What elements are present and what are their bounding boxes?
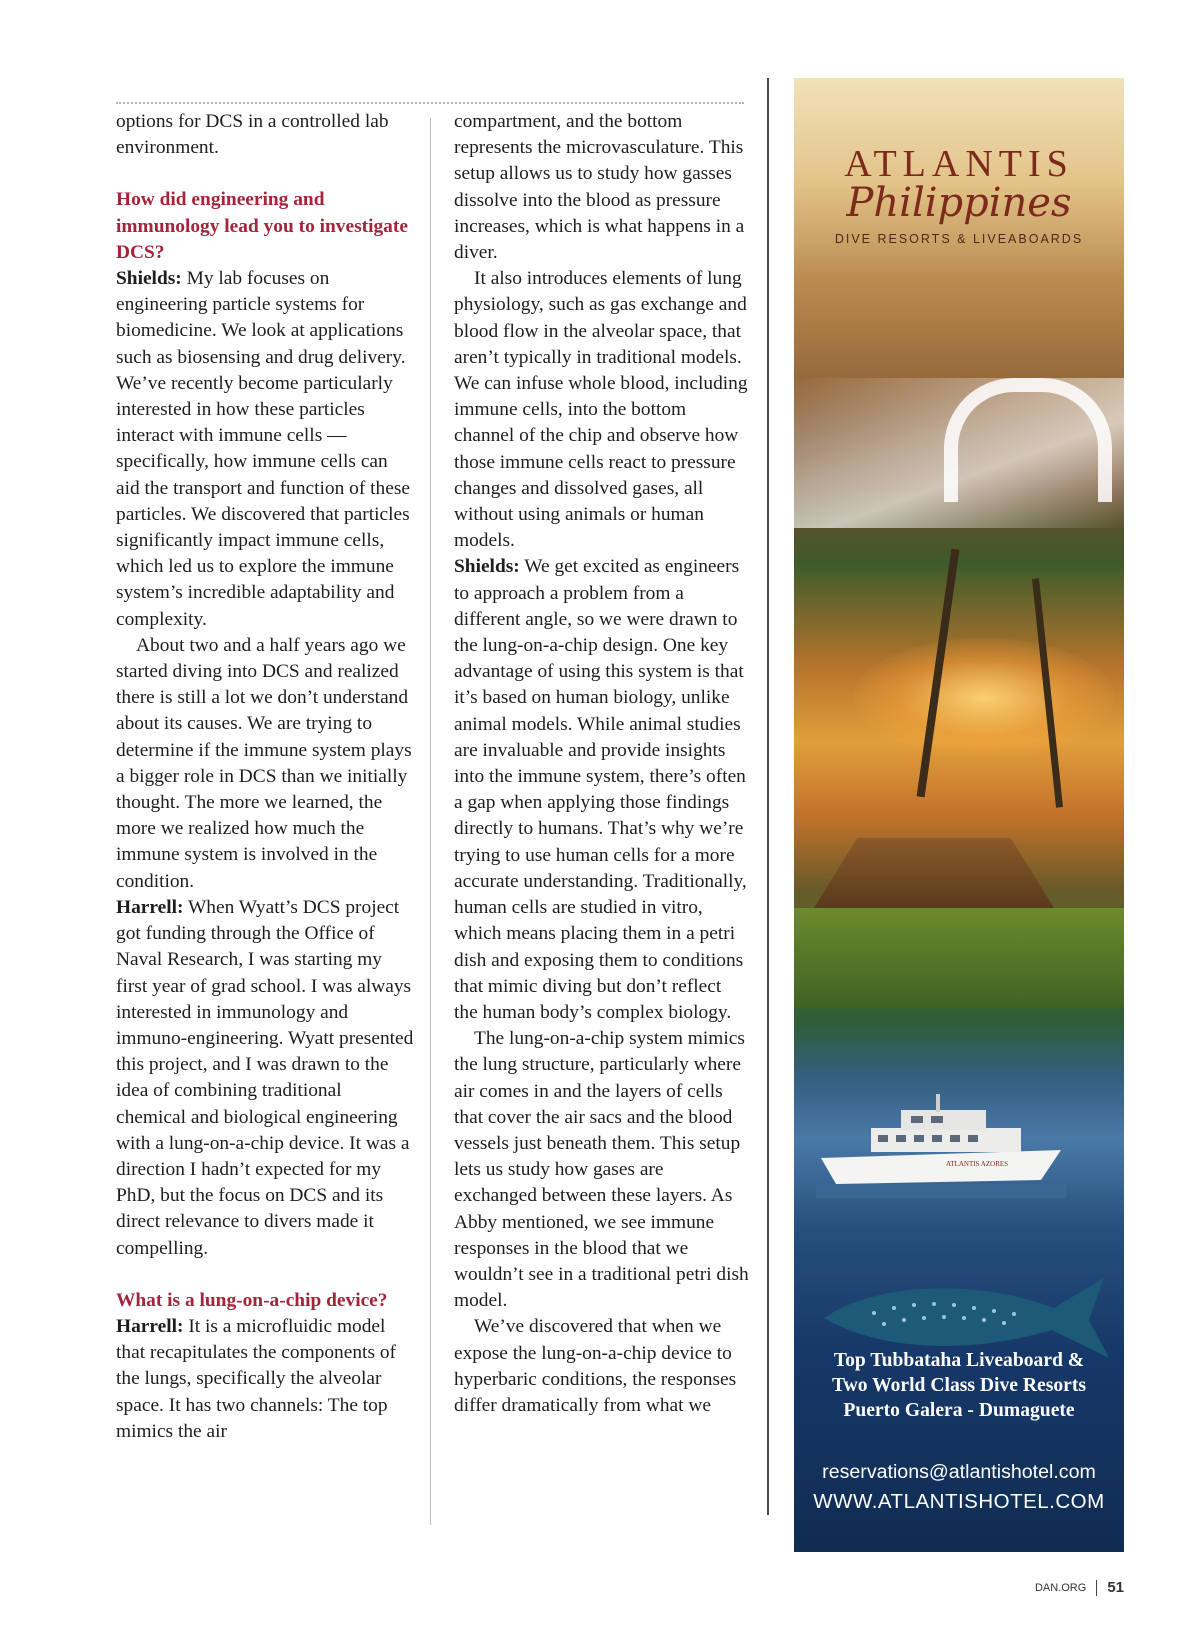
logo-subtitle: DIVE RESORTS & LIVEABOARDS (834, 232, 1084, 246)
paragraph: options for DCS in a controlled lab environment. (116, 111, 389, 159)
paragraph (454, 554, 749, 1026)
tagline-line: Two World Class Dive Resorts (832, 1375, 1086, 1396)
paragraph-text: It is a microfluidic model that recapitulates the components of the lungs, specifically the alveolar space. It has two channels: The top mimics the air (116, 1315, 396, 1442)
page-number: 51 (1107, 1579, 1124, 1596)
paragraph: compartment, and the bottom represents the microvasculature. This setup allows us to study how gasses dissolve into the blood as pressure increases, which is what happens in a diver. (454, 111, 745, 264)
logo-main-text: ATLANTIS (844, 143, 1074, 185)
sunset-glow-image (854, 638, 1114, 758)
speaker-name: Harrell: (116, 896, 184, 918)
liveaboard-boat-image (816, 1088, 1066, 1198)
resort-lawn-image (794, 908, 1124, 1008)
atlantis-logo (794, 142, 1124, 246)
column-divider (430, 118, 431, 1525)
paragraph: It also introduces elements of lung physiology, such as gas exchange and blood flow in the alveolar space, that aren’t typically in traditional models. We can infuse whole blood, including immune cells, into the bottom channel of the chip and observe how those immune cells react to pressure changes and dissolved gases, all without using animals or human models. (454, 268, 748, 552)
advertisement-divider (767, 78, 769, 1515)
ad-email-link[interactable]: reservations@atlantishotel.com (822, 1461, 1096, 1483)
top-dotted-rule (116, 102, 744, 104)
paragraph (116, 895, 416, 1262)
speaker-name: Shields: (454, 556, 520, 578)
atlantis-advertisement[interactable] (794, 78, 1124, 1552)
interview-question: How did engineering and immunology lead you to investigate DCS? (116, 189, 408, 263)
footer-separator (1096, 1580, 1097, 1596)
paragraph: About two and a half years ago we started diving into DCS and realized there is still a lot we don’t understand about its causes. We are trying to determine if the immune system plays a bigger role in DCS than we initially thought. The more we learned, the more we realized how much the immune system is involved in the condition. (116, 634, 412, 892)
paragraph-text: We get excited as engineers to approach a problem from a different angle, so we were drawn to the lung-on-a-chip design. One key advantage of using this system is that it’s based on human biology, unlike animal models. While animal studies are invaluable and provide insights into the immune system, there’s often a gap when applying those findings directly to humans. That’s why we’re trying to use human cells for a more accurate understanding. Traditionally, human cells are studied in vitro, which means placing them in a petri dish and exposing them to conditions that mimic diving but don’t reflect the human body’s complex biology. (454, 556, 747, 1023)
tagline-line: Puerto Galera - Dumaguete (843, 1400, 1075, 1421)
article-column-left (116, 109, 416, 1445)
resort-arch-image (944, 378, 1112, 502)
paragraph-text: My lab focuses on engineering particle systems for biomedicine. We look at applications such as biosensing and drug delivery. We’ve recently become particularly interested in how these particles interact with immune cells — specifically, how immune cells can aid the transport and function of these particles. We discovered that particles significantly impact immune cells, which led us to explore the immune system’s incredible adaptability and complexity. (116, 268, 411, 630)
thatched-hut-image (814, 838, 1054, 908)
speaker-name: Shields: (116, 268, 182, 290)
interview-question: What is a lung-on-a-chip device? (116, 1289, 388, 1311)
paragraph (116, 1314, 416, 1445)
ad-website-link[interactable]: WWW.ATLANTISHOTEL.COM (813, 1490, 1105, 1513)
paragraph: The lung-on-a-chip system mimics the lung structure, particularly where air comes in and the layers of cells that cover the air sacs and the blood vessels just beneath them. This setup lets us study how gases are exchanged between these layers. As Abby mentioned, we see immune responses in the blood that we wouldn’t see in a traditional petri dish model. (454, 1028, 749, 1312)
ad-contact (794, 1461, 1124, 1514)
speaker-name: Harrell: (116, 1315, 184, 1337)
ad-tagline (794, 1348, 1124, 1423)
footer-site-link[interactable]: DAN.ORG (1034, 1581, 1087, 1594)
article-column-middle (454, 109, 749, 1419)
paragraph (116, 266, 416, 633)
paragraph-text: When Wyatt’s DCS project got funding through the Office of Naval Research, I was starting my first year of grad school. I was always interested in immunology and immuno-engineering. Wyatt presented this project, and I was drawn to the idea of combining traditional chemical and biological engineering with a lung-on-a-chip device. It was a direction I hadn’t expected for my PhD, but the focus on DCS and its direct relevance to divers made it compelling. (116, 896, 414, 1259)
tagline-line: Top Tubbataha Liveaboard & (833, 1350, 1085, 1371)
paragraph: We’ve discovered that when we expose the lung-on-a-chip device to hyperbaric conditions, the responses differ dramatically from what we (454, 1316, 737, 1416)
page-footer (1035, 1579, 1124, 1596)
logo-script-text: Philippines (846, 180, 1072, 226)
boat-name-text: ATLANTIS AZORES (946, 1160, 1009, 1168)
